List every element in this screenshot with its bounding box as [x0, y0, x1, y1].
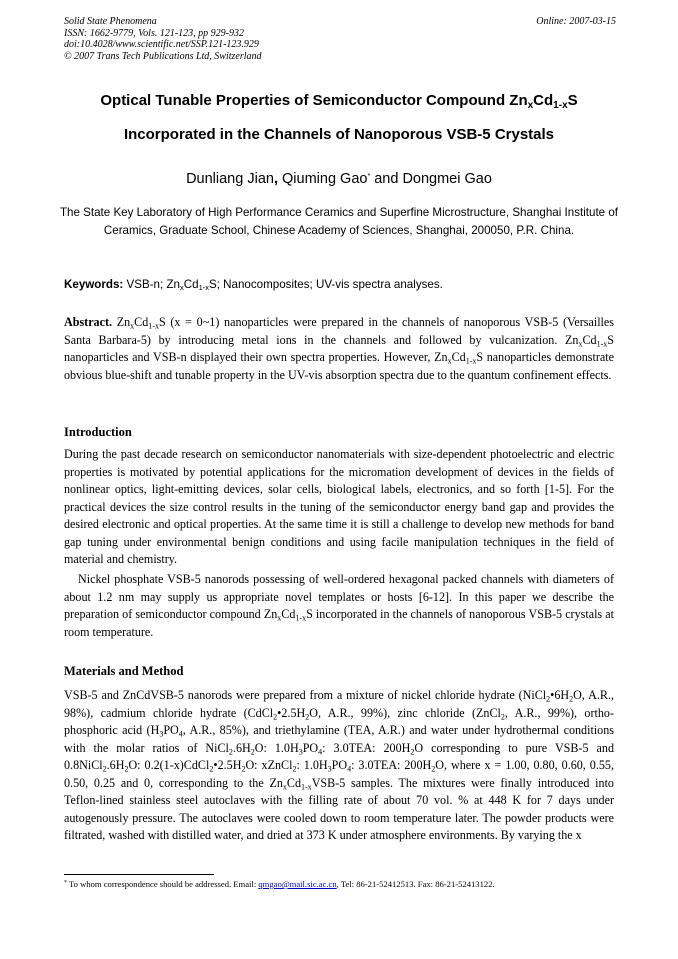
abstract: Abstract. $Zn_xCd_{1-x}S$ (x = 0~1) nanoparticles were prepared in the channels of nanoporous VSB-5 (Versailles Santa Barbara-5) by introducing metal ions in the channels and followed by vulcanization. $Zn_xCd_{1-x}S$ nanoparticles and VSB-n displayed their own spectra properties. However, $Zn_xCd_{1-x}S$ nanoparticles demonstrate obvious blue-shift and tunable property in the UV-vis absorption spectra due to the quantum confinement effects. — [64, 315, 614, 382]
journal-header — [64, 16, 262, 62]
abstract-label: Abstract. — [64, 315, 113, 329]
copyright-line: © 2007 Trans Tech Publications Ltd, Switzerland — [64, 50, 262, 62]
journal-name: Solid State Phenomena — [64, 16, 157, 27]
section-heading-introduction: Introduction — [64, 425, 132, 439]
intro-paragraph-2: Nickel phosphate VSB-5 nanorods possessing of well-ordered hexagonal packed channels with diameters of about 1.2 nm may supply us appropriate novel templates or hosts [6-12]. In this paper we describe the preparation of semiconductor compound $Zn_xCd_{1-x}S$ incorporated in the channels of nanoporous VSB-5 crystals at room temperature. — [64, 572, 614, 639]
email-link[interactable]: qmgao@mail.sic.ac.cn — [258, 879, 337, 889]
methods-paragraph: VSB-5 and ZnCdVSB-5 nanorods were prepared from a mixture of nickel chloride hydrate ($NiCl_2•6H_2O$, A.R., 98%), cadmium chloride hydrate ($CdCl_2•2.5H_2O$, A.R., 99%), zinc chloride (ZnCl$_2$, A.R., 99%), ortho-phosphoric acid ($H_3PO_4$, A.R., 85%), and triethylamine (TEA, A.R.) and water under hydrothermal conditions with the molar ratios of $NiCl_2.6H_2O$: $1.0H_3PO_4$: 3.0TEA: $200H_2O$ corresponding to pure VSB-5 and $0.8NiCl_2.6H_2O$: $0.2(1-x)CdCl_2•2.5H_2O$: xZnCl$_2$: $1.0H_3PO_4$: 3.0TEA: $200H_2O$, where x = 1.00, 0.80, 0.60, 0.55, 0.50, 0.25 and 0, corresponding to the $Zn_xCd_{1-x}VSB-5$ samples. The mixtures were finally introduced into Teflon-lined stainless steel autoclaves with the filling rate of about 70 vol. % at 448 K for 7 days under autogenously pressure. The autoclaves were cooled down to room temperature later. The powder products were filtrated, washed with distilled water, and dried at 373 K under atmosphere environments. By varying the x — [64, 688, 614, 842]
footnote: * To whom correspondence should be addressed. Email: qmgao@mail.sic.ac.cn, Tel: 86-21-52412513. Fax: 86-21-52413122. — [64, 879, 495, 889]
intro-paragraph-1: During the past decade research on semiconductor nanomaterials with size-dependent photoelectric and electric properties is motivated by potential applications for the micromation development of devices in the fields of nonlinear optics, light-emitting devices, solar cells, biological labels, electronics, and so forth [1-5]. For the practical devices the size control results in the tuning of the semiconductor energy band gap and provides the desired electronic and optical properties. At the same time it is still a challenge to develop new methods for band gap tuning under environmental benign conditions and using facile manipulation techniques in the field of material and chemistry. — [64, 447, 614, 566]
paper-title-line-1: Optical Tunable Properties of Semiconductor Compound $Zn_xCd_{1-x}S$ — [100, 92, 578, 111]
online-date: Online: 2007-03-15 — [536, 16, 616, 27]
section-heading-methods: Materials and Method — [64, 664, 184, 678]
keywords-label: Keywords: — [64, 278, 124, 291]
affiliation: The State Key Laboratory of High Performance Ceramics and Superfine Microstructure, Shanghai Institute of Ceramics, Graduate School, Chinese Academy of Sciences, Shanghai, 200050, P.R. China. — [59, 206, 619, 237]
issn-line: ISSN: 1662-9779, Vols. 121-123, pp 929-932 — [64, 27, 244, 39]
footnote-divider — [64, 874, 214, 875]
author-1: Dunliang Jian — [186, 171, 274, 187]
corresponding-mark: * — [367, 173, 371, 180]
keywords: Keywords: VSB-n; $Zn_xCd_{1-x}S$; Nanocomposites; UV-vis spectra analyses. — [64, 278, 443, 292]
doi-line: doi:10.4028/www.scientific.net/SSP.121-123.929 — [64, 39, 259, 50]
author-3: Dongmei Gao — [402, 171, 492, 187]
paper-title-line-2: Incorporated in the Channels of Nanoporous VSB-5 Crystals — [123, 126, 555, 143]
author-2: Qiuming Gao — [282, 171, 368, 187]
author-list: Dunliang Jian, Qiuming Gao* and Dongmei Gao — [186, 171, 492, 187]
